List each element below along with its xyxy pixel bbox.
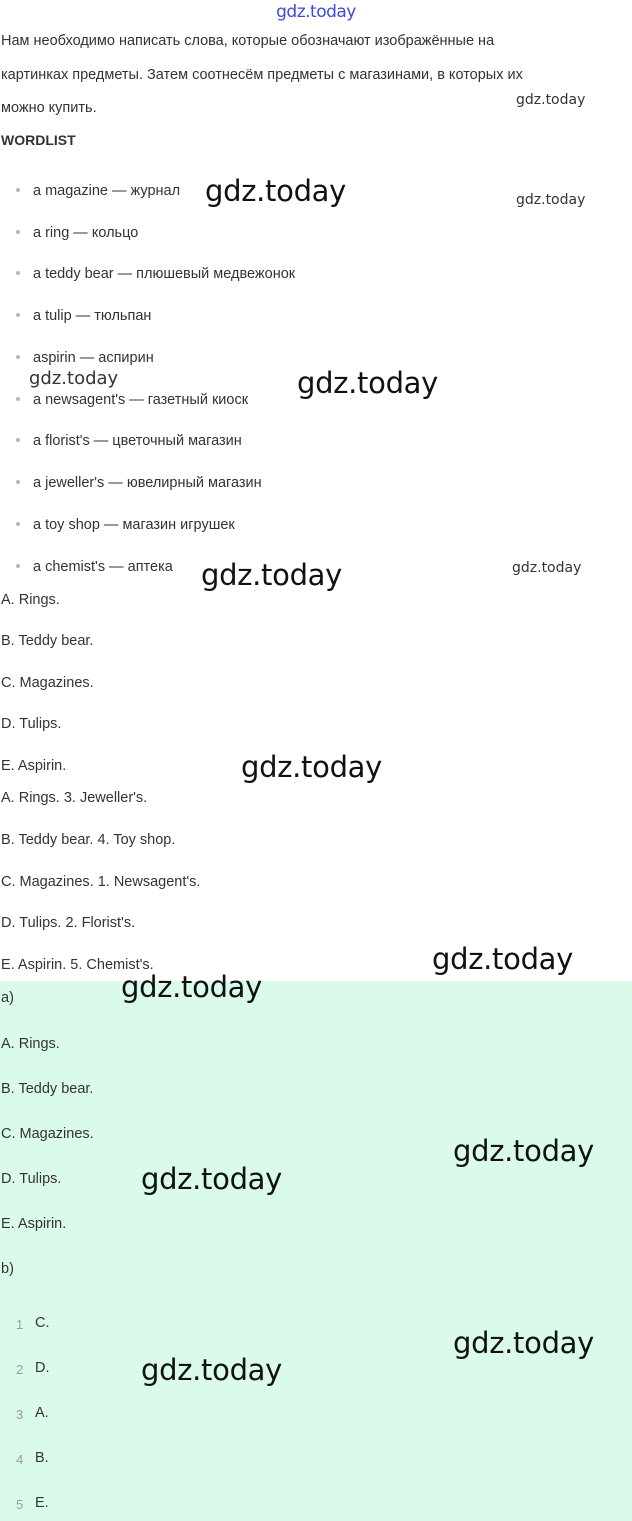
answer-b-number: 5 <box>16 1497 24 1512</box>
watermark: gdz.today <box>516 192 586 208</box>
wordlist-item: a teddy bear — плюшевый медвежонок <box>16 266 295 282</box>
watermark: gdz.today <box>29 368 119 389</box>
answer-a-item: D. Tulips. <box>1 1171 62 1187</box>
wordlist-item: a ring — кольцо <box>16 225 138 241</box>
wordlist-item: a jeweller's — ювелирный магазин <box>16 475 262 491</box>
match-line: A. Rings. 3. Jeweller's. <box>1 790 148 806</box>
answer-b-number: 2 <box>16 1362 24 1377</box>
wordlist-item: a florist's — цветочный магазин <box>16 433 242 449</box>
watermark: gdz.today <box>141 1162 283 1196</box>
watermark: gdz.today <box>453 1134 595 1168</box>
wordlist-heading: WORDLIST <box>1 132 76 148</box>
answer-b-value: D. <box>35 1360 50 1376</box>
wordlist-item: a tulip — тюльпан <box>16 308 151 324</box>
item-line: A. Rings. <box>1 592 60 608</box>
bullet-icon <box>16 355 20 359</box>
watermark: gdz.today <box>121 970 263 1004</box>
bullet-icon <box>16 522 20 526</box>
site-logo[interactable]: gdz.today <box>276 2 356 22</box>
wordlist-item: aspirin — аспирин <box>16 350 154 366</box>
answer-b-number: 4 <box>16 1452 24 1467</box>
watermark: gdz.today <box>432 942 574 976</box>
bullet-icon <box>16 438 20 442</box>
intro-line-3: можно купить. <box>1 100 97 116</box>
answer-panel <box>0 981 632 1521</box>
intro-line-1: Нам необходимо написать слова, которые обозначают изображённые на <box>1 33 495 49</box>
watermark: gdz.today <box>205 174 347 208</box>
part-b-label: b) <box>1 1261 14 1277</box>
wordlist-item: a magazine — журнал <box>16 183 180 199</box>
wordlist-item: a newsagent's — газетный киоск <box>16 392 248 408</box>
item-line: C. Magazines. <box>1 675 94 691</box>
answer-b-value: B. <box>35 1450 49 1466</box>
watermark: gdz.today <box>201 558 343 592</box>
match-line: B. Teddy bear. 4. Toy shop. <box>1 832 176 848</box>
answer-b-number: 3 <box>16 1407 24 1422</box>
intro-line-2: картинках предметы. Затем соотнесём предметы с магазинами, в которых их <box>1 67 523 83</box>
watermark: gdz.today <box>297 366 439 400</box>
answer-b-value: C. <box>35 1315 50 1331</box>
answer-a-item: E. Aspirin. <box>1 1216 67 1232</box>
bullet-icon <box>16 397 20 401</box>
watermark: gdz.today <box>141 1353 283 1387</box>
answer-b-number: 1 <box>16 1317 24 1332</box>
watermark: gdz.today <box>512 560 582 576</box>
bullet-icon <box>16 188 20 192</box>
watermark: gdz.today <box>241 750 383 784</box>
wordlist-item: a chemist's — аптека <box>16 559 173 575</box>
bullet-icon <box>16 313 20 317</box>
item-line: E. Aspirin. <box>1 758 67 774</box>
bullet-icon <box>16 230 20 234</box>
watermark: gdz.today <box>453 1326 595 1360</box>
answer-b-value: A. <box>35 1405 49 1421</box>
part-a-label: a) <box>1 990 14 1006</box>
match-line: E. Aspirin. 5. Chemist's. <box>1 957 154 973</box>
wordlist-item: a toy shop — магазин игрушек <box>16 517 235 533</box>
match-line: D. Tulips. 2. Florist's. <box>1 915 136 931</box>
bullet-icon <box>16 480 20 484</box>
answer-a-item: C. Magazines. <box>1 1126 94 1142</box>
match-line: C. Magazines. 1. Newsagent's. <box>1 874 201 890</box>
bullet-icon <box>16 564 20 568</box>
answer-a-item: A. Rings. <box>1 1036 60 1052</box>
bullet-icon <box>16 271 20 275</box>
item-line: B. Teddy bear. <box>1 633 94 649</box>
answer-b-value: E. <box>35 1495 49 1511</box>
answer-a-item: B. Teddy bear. <box>1 1081 94 1097</box>
watermark: gdz.today <box>516 92 586 108</box>
item-line: D. Tulips. <box>1 716 62 732</box>
